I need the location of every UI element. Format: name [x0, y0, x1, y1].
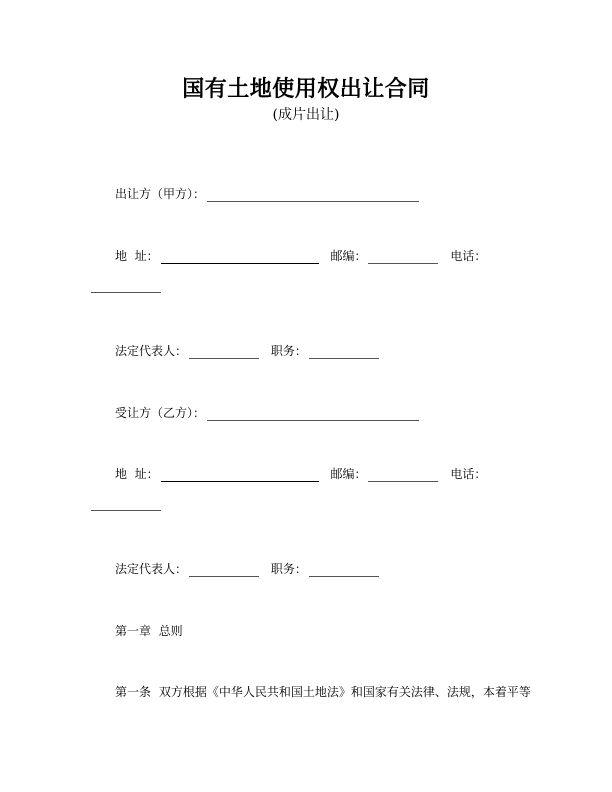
- party-b-name-blank: [207, 409, 419, 421]
- party-b-legal-rep-blank: [189, 565, 259, 577]
- article-1-text: 双方根据《中华人民共和国土地法》和国家有关法律、法规，本着平等: [158, 685, 531, 699]
- party-b-legal-rep-line: [115, 561, 381, 577]
- party-b-position-blank: [309, 565, 379, 577]
- party-b-address-blank: [161, 470, 319, 482]
- party-a-legal-rep-line: [115, 343, 381, 359]
- party-a-phone-label: 电话：: [450, 249, 487, 263]
- party-a-position-label: 职务：: [270, 344, 307, 358]
- party-b-postcode-blank: [368, 470, 438, 482]
- party-b-line: [115, 405, 421, 421]
- party-b-address-line: [115, 466, 486, 482]
- party-a-label: 出让方（甲方）：: [115, 187, 206, 201]
- party-a-position-blank: [309, 347, 379, 359]
- article-1-label: 第一条: [115, 685, 152, 699]
- party-a-legal-rep-blank: [189, 347, 259, 359]
- party-a-phone-blank: [91, 291, 161, 293]
- party-b-postcode-label: 邮编：: [330, 467, 367, 481]
- party-a-line: [115, 186, 421, 202]
- party-b-phone-blank: [91, 509, 161, 511]
- party-a-address-line: [115, 248, 486, 264]
- party-b-address-label: 地 址：: [115, 467, 159, 481]
- party-a-postcode-blank: [368, 252, 438, 264]
- party-a-address-blank: [161, 252, 319, 264]
- party-a-legal-rep-label: 法定代表人：: [115, 344, 188, 358]
- party-b-legal-rep-label: 法定代表人：: [115, 562, 188, 576]
- party-a-address-label: 地 址：: [115, 249, 159, 263]
- document-subtitle: (成片出让): [272, 107, 340, 123]
- article-1-paragraph: [115, 684, 531, 700]
- party-a-postcode-label: 邮编：: [330, 249, 367, 263]
- party-b-phone-label: 电话：: [450, 467, 487, 481]
- document-title: 国有土地使用权出让合同: [182, 77, 430, 102]
- chapter-heading: 第一章 总则: [115, 624, 183, 638]
- party-a-name-blank: [207, 190, 419, 202]
- party-b-label: 受让方（乙方）：: [115, 406, 206, 420]
- party-b-position-label: 职务：: [270, 562, 307, 576]
